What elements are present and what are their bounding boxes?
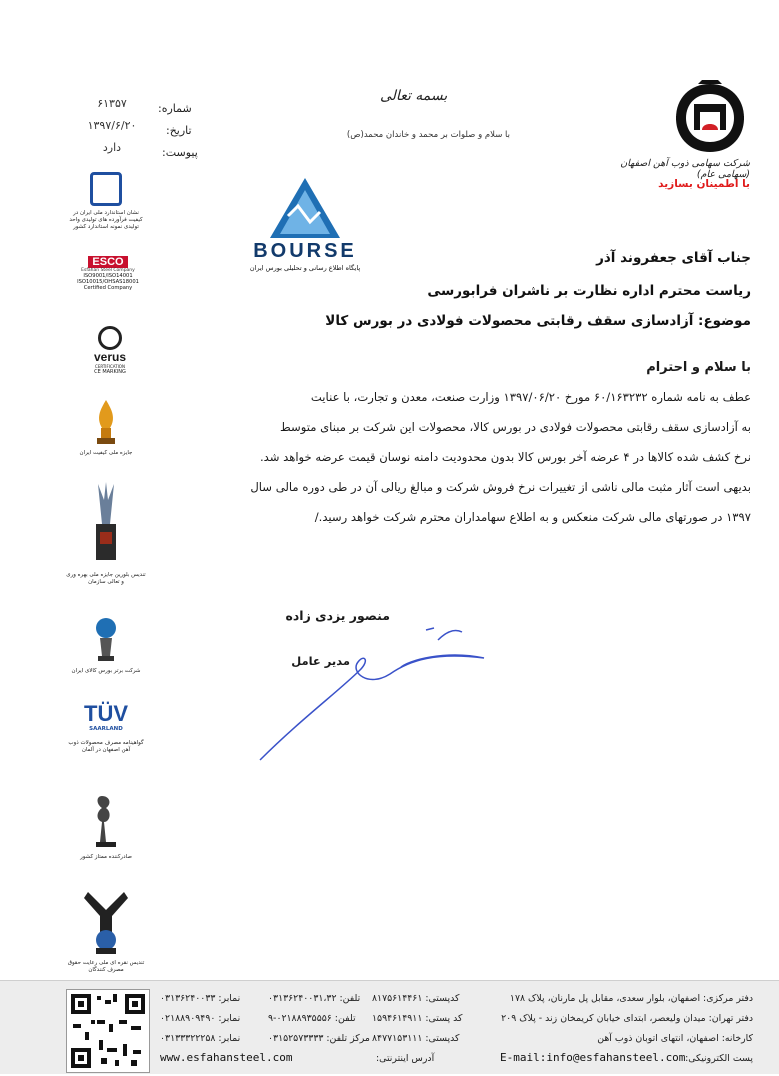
body-line: ۱۳۹۷ در صورتهای مالی شرکت منعکس و به اطلاع سهامداران محترم شرکت خواهد رسید./ <box>314 510 751 524</box>
footer-phone-central: تلفن: ۰۳۱۳۶۲۴۰۰۳۱،۳۲ <box>268 993 361 1004</box>
cert-caption: صادرکننده ممتاز کشور <box>80 854 132 860</box>
footer-factory: کارخانه: اصفهان، انتهای اتوبان ذوب آهن <box>597 1033 753 1044</box>
footer-fax-central: نمابر: ۰۳۱۳۶۲۴۰۰۳۳ <box>160 993 241 1004</box>
esco-line1: ISO9001/ISO14001 <box>83 273 133 279</box>
cert-verus <box>80 326 140 375</box>
footer-phone-tehran: تلفن: ۰۲۱۸۸۹۳۵۵۵۶-۹ <box>268 1013 356 1024</box>
footer-office-tehran: دفتر تهران: میدان ولیعصر، ابتدای خیابان کریمخان زند - پلاک ۲۰۹ <box>501 1013 753 1024</box>
cert-productivity <box>66 480 146 586</box>
cert-quality-award <box>66 398 146 457</box>
footer-phone-factory: مرکز تلفن: ۰۳۱۵۲۵۷۳۳۳۳ <box>268 1033 370 1044</box>
footer-email-label: پست الکترونیکی: <box>685 1053 753 1064</box>
verus-ce: CE MARKING <box>94 369 126 375</box>
date-value: ۱۳۹۷/۶/۲۰ <box>87 119 137 132</box>
letter-body <box>171 382 751 532</box>
cert-caption: نشان استاندارد ملی ایران در کیفیت فرآورده های تولیدی واحد تولیدی نمونه استاندارد کشور <box>69 210 143 230</box>
attachment-label: پیوست: <box>162 146 198 159</box>
body-line: عطف به نامه شماره ۶۰/۱۶۳۲۳۲ مورخ ۱۳۹۷/۰۶/۲۰ وزارت صنعت، معدن و تجارت، با عنایت <box>310 390 751 404</box>
verus-sub: CERTIFICATION <box>95 364 125 369</box>
handwritten-signature <box>240 610 500 770</box>
verus-icon <box>98 326 122 350</box>
number-label: شماره: <box>158 102 192 115</box>
cert-top-company <box>66 608 146 675</box>
body-line: نرخ کشف شده کالاها در ۴ عرضه آخر بورس کالا بدون محدودیت دامنه نوسان قیمت عرضه خواهد شد. <box>259 450 751 464</box>
cert-consumer-rights <box>66 888 146 974</box>
cert-exporter <box>66 792 146 861</box>
company-name: شرکت سهامی ذوب آهن اصفهان (سهامی عام) <box>620 158 750 180</box>
bourse-brand: BOURSE <box>253 240 357 262</box>
footer-web-label: آدرس اینترنتی: <box>376 1053 435 1064</box>
cert-national-standard <box>66 172 146 231</box>
bourse-caption: پایگاه اطلاع رسانی و تحلیلی بورس ایران <box>249 264 361 272</box>
footer-fax-factory: نمابر: ۰۳۱۳۳۳۲۲۲۵۸ <box>160 1033 241 1044</box>
signer-title: مدیر عامل <box>291 654 350 668</box>
crystal-statue-icon <box>66 480 146 568</box>
tuv-brand: TÜV <box>84 701 128 726</box>
qr-code-icon <box>66 989 150 1073</box>
trophy-icon <box>66 398 146 446</box>
body-line: بدیهی است آثار مثبت مالی ناشی از تغییرات نرخ فروش شرکت و مبالغ ریالی آن در طی دوره مالی سال <box>250 480 751 494</box>
esco-line2: ISO10015/OHSAS18001 <box>77 279 139 285</box>
esco-brand: ESCO <box>88 256 128 268</box>
footer-postal-tehran: کد پستی: ۱۵۹۴۶۱۴۹۱۱ <box>372 1013 463 1024</box>
footer-office-central: دفتر مرکزی: اصفهان، بلوار سعدی، مقابل پل مارنان، پلاک ۱۷۸ <box>509 993 753 1004</box>
esco-line3: Certified Company <box>83 285 133 291</box>
footer-fax-tehran: نمابر: ۰۲۱۸۸۹۰۹۴۹۰ <box>160 1013 241 1024</box>
standard-seal-icon <box>90 172 122 206</box>
footer-postal-factory: کدپستی: ۸۴۷۷۱۵۳۱۱۱ <box>372 1033 460 1044</box>
number-value: ۶۱۳۵۷ <box>97 97 127 110</box>
body-line: به آزادسازی سقف رقابتی محصولات فولادی در بورس کالا، محصولات این شرکت بر مبنای متوسط <box>280 420 751 434</box>
bismillah: بسمه تعالی <box>380 88 448 104</box>
signer-name: منصور یزدی زاده <box>285 608 390 623</box>
date-label: تاریخ: <box>166 124 192 137</box>
cert-esco <box>72 256 144 291</box>
cert-caption: شرکت برتر بورس کالای ایران <box>71 668 141 674</box>
company-logo <box>672 80 748 156</box>
cert-caption: تندیس نقره ای ملی رعایت حقوق مصرف کنندگان <box>67 960 145 973</box>
tuv-sub: SAARLAND <box>89 726 123 732</box>
salawat-line: با سلام و صلوات بر محمد و خاندان محمد(ص) <box>346 130 510 140</box>
cert-caption: جایزه ملی کیفیت ایران <box>79 450 133 456</box>
esco-sub: Esfahan Steel Company <box>81 268 135 273</box>
footer-website[interactable]: www.esfahansteel.com <box>160 1051 293 1064</box>
company-slogan: با اطمینان بسازید <box>658 178 750 190</box>
silver-statue-icon <box>66 888 146 956</box>
exporter-statue-icon <box>66 792 146 850</box>
letter-subject: موضوع: آزادسازی سقف رقابتی محصولات فولادی در بورس کالا <box>325 313 751 329</box>
attachment-value: دارد <box>102 141 122 154</box>
cert-caption: تندیس بلورین جایزه ملی بهره وری و تعالی سازمان <box>66 572 146 585</box>
recipient-title: ریاست محترم اداره نظارت بر ناشران فرابورسی <box>427 283 751 299</box>
greeting: با سلام و احترام <box>646 360 751 375</box>
footer <box>0 980 779 1074</box>
footer-email[interactable]: E-mail:info@esfahansteel.com <box>500 1051 686 1064</box>
verus-brand: verus <box>93 350 127 364</box>
recipient-name: جناب آقای جعفروند آذر <box>596 250 751 266</box>
footer-postal-central: کدپستی: ۸۱۷۵۶۱۴۴۶۱ <box>372 993 460 1004</box>
cert-tuv <box>66 702 146 754</box>
cert-caption: گواهینامه مصرف محصولات ذوب آهن اصفهان در آلمان <box>68 740 144 753</box>
bourse-trophy-icon <box>66 608 146 664</box>
